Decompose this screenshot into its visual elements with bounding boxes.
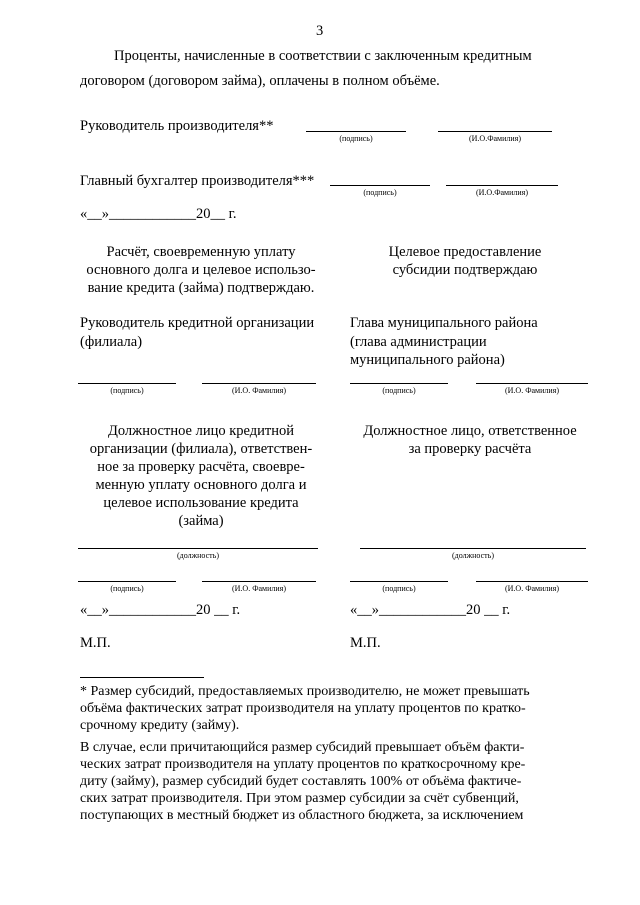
credit-org-official-sign-caption: (подпись) [110,584,144,593]
footnote-line-2: объёма фактических затрат производителя на уплату процентов по кратко- [80,701,526,716]
credit-org-official-line-6: (займа) [178,513,224,529]
municipal-head-line-2: (глава администрации [350,334,487,350]
footnote-separator [80,677,204,678]
page-number: 3 [316,23,324,39]
footnote-line-3: срочному кредиту (займу). [80,718,240,733]
date-line-1: «__»____________20__ г. [80,206,237,222]
municipal-official-line-2: за проверку расчёта [408,441,532,457]
credit-org-official-line-4: менную уплату основного долга и [95,477,307,493]
credit-org-official-line-1: Должностное лицо кредитной [107,423,294,439]
municipal-head-name-caption: (И.О. Фамилия) [504,386,560,395]
footnote-line-5: ческих затрат производителя на уплату процентов по краткосрочному кре- [80,757,526,772]
producer-head-name-caption: (И.О.Фамилия) [468,134,522,143]
left-confirm-line-3: вание кредита (займа) подтверждаю. [87,280,315,296]
municipal-head-sign-caption: (подпись) [382,386,416,395]
municipal-head-line-3: муниципального района) [350,352,505,368]
left-confirm-line-1: Расчёт, своевременную уплату [106,244,296,260]
municipal-official-sign-caption: (подпись) [382,584,416,593]
municipal-head-name-line [476,383,588,384]
producer-head-label: Руководитель производителя** [80,118,274,134]
municipal-official-name-caption: (И.О. Фамилия) [504,584,560,593]
footnote-line-1: * Размер субсидий, предоставляемых производителю, не может превышать [80,684,530,699]
credit-org-head-sign-line [78,383,176,384]
municipal-official-line-1: Должностное лицо, ответственное [363,423,577,439]
municipal-official-stamp: М.П. [350,635,381,651]
credit-org-official-line-2: организации (филиала), ответствен- [89,441,313,457]
credit-org-official-position-caption: (должность) [177,551,219,560]
credit-org-official-stamp: М.П. [80,635,111,651]
producer-head-sign-line [306,131,406,132]
chief-accountant-name-line [446,185,558,186]
municipal-official-name-line [476,581,588,582]
municipal-head-sign-line [350,383,448,384]
credit-org-head-name-line [202,383,316,384]
credit-org-official-line-3: ное за проверку расчёта, своевре- [97,459,305,475]
municipal-official-position-line [360,548,586,549]
municipal-head-line-1: Глава муниципального района [350,315,538,331]
chief-accountant-name-caption: (И.О.Фамилия) [475,188,529,197]
credit-org-head-name-caption: (И.О. Фамилия) [231,386,287,395]
footnote-line-7: ских затрат производителя. При этом размер субсидии за счёт субвенций, [80,791,519,806]
intro-line-1: Проценты, начисленные в соответствии с заключенным кредитным [114,48,532,64]
credit-org-official-position-line [78,548,318,549]
credit-org-official-date: «__»____________20 __ г. [80,602,241,618]
footnote-line-6: диту (займу), размер субсидий будет составлять 100% от объёма фактиче- [80,774,522,789]
left-confirm-line-2: основного долга и целевое использо- [86,262,316,278]
credit-org-head-line-1: Руководитель кредитной организации [80,315,315,331]
right-confirm-line-2: субсидии подтверждаю [392,262,538,278]
right-confirm-line-1: Целевое предоставление [388,244,542,260]
credit-org-official-name-line [202,581,316,582]
municipal-official-date: «__»____________20 __ г. [350,602,511,618]
intro-line-2: договором (договором займа), оплачены в полном объёме. [80,73,440,89]
credit-org-head-line-2: (филиала) [80,334,143,350]
credit-org-official-line-5: целевое использование кредита [103,495,299,511]
municipal-official-position-caption: (должность) [452,551,494,560]
producer-head-sign-caption: (подпись) [339,134,373,143]
chief-accountant-label: Главный бухгалтер производителя*** [80,173,315,189]
chief-accountant-sign-caption: (подпись) [363,188,397,197]
credit-org-official-name-caption: (И.О. Фамилия) [231,584,287,593]
footnote-line-4: В случае, если причитающийся размер субсидий превышает объём факти- [80,740,525,755]
footnote-line-8: поступающих в местный бюджет из областного бюджета, за исключением [80,808,524,823]
municipal-official-sign-line [350,581,448,582]
credit-org-official-sign-line [78,581,176,582]
producer-head-name-line [438,131,552,132]
chief-accountant-sign-line [330,185,430,186]
credit-org-head-sign-caption: (подпись) [110,386,144,395]
